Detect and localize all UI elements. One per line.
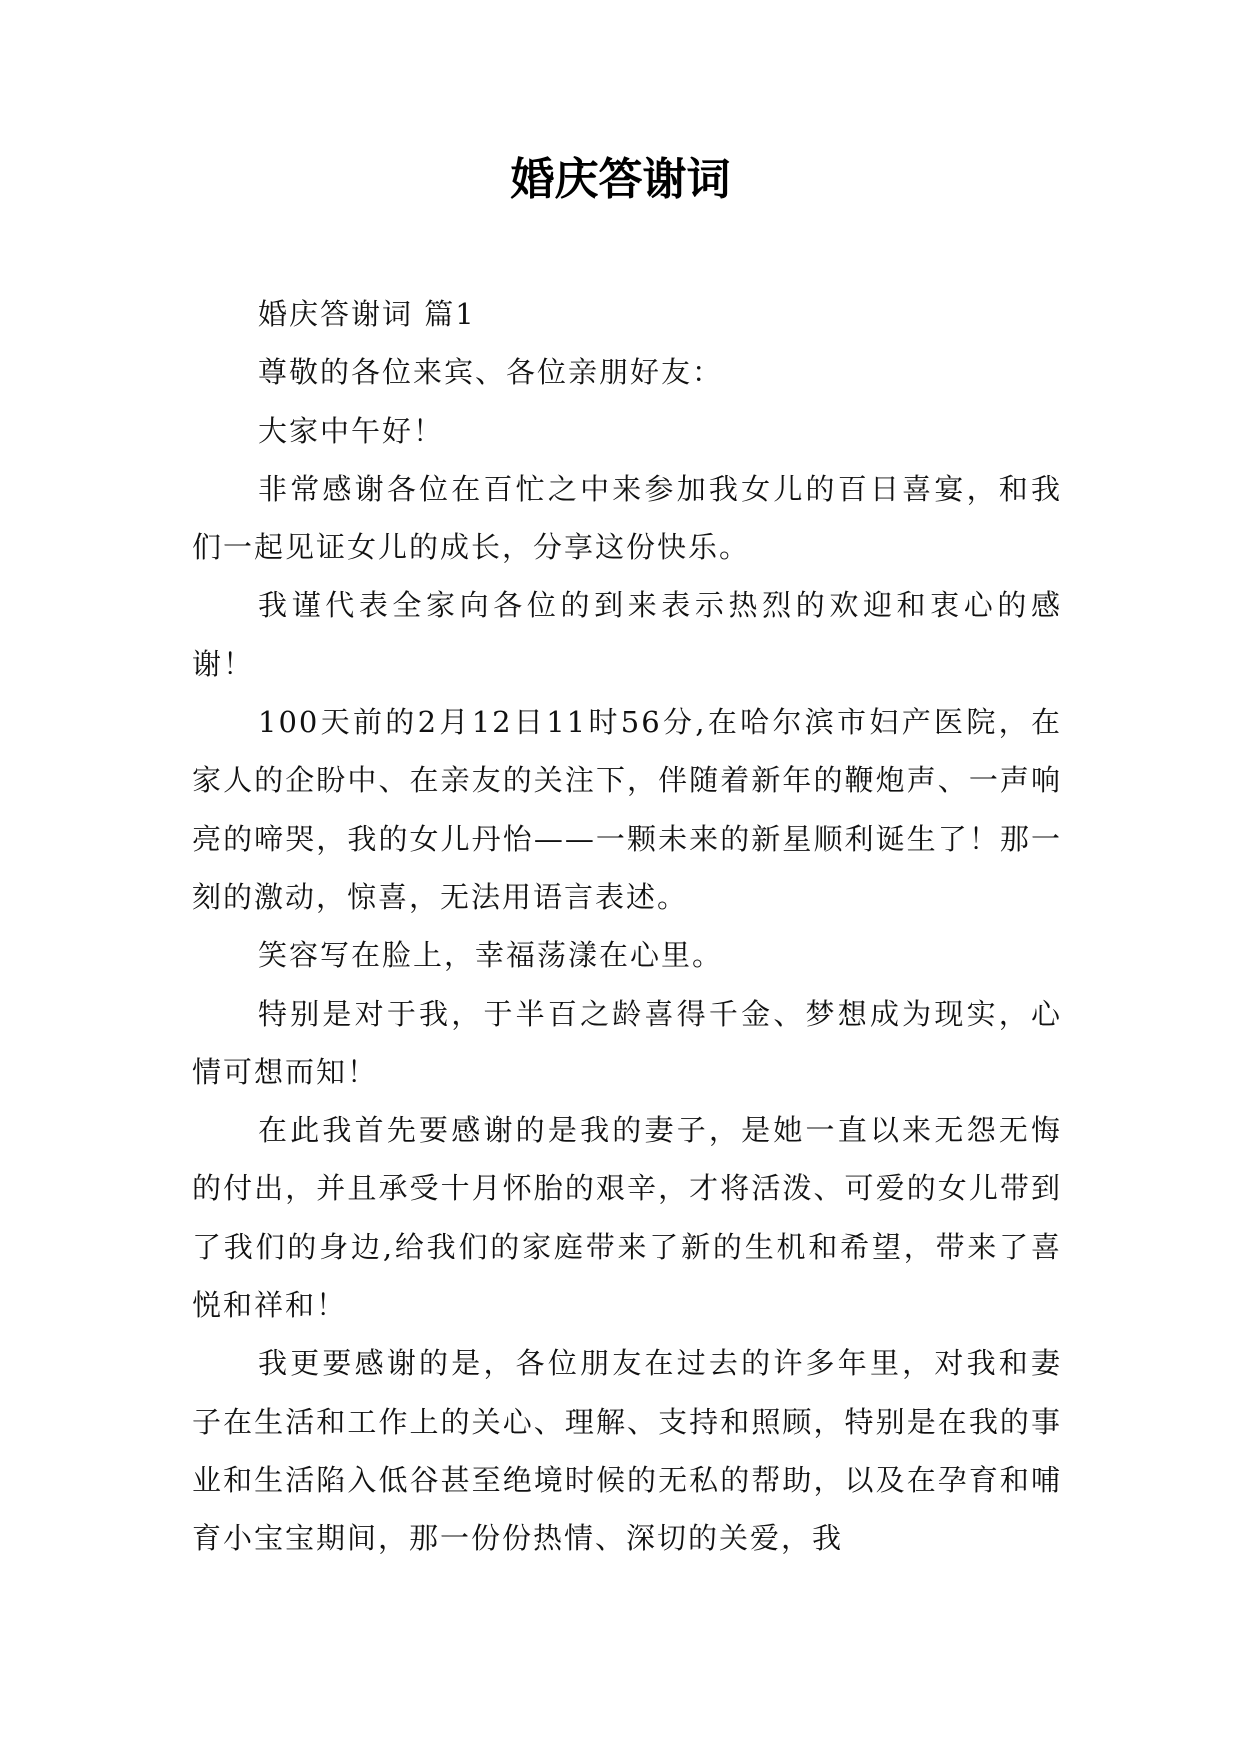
paragraph: 我谨代表全家向各位的到来表示热烈的欢迎和衷心的感谢！ [192,588,1062,681]
section-heading: 婚庆答谢词 篇1 [258,297,476,331]
greeting: 大家中午好！ [258,413,445,448]
salutation: 尊敬的各位来宾、各位亲朋好友： [258,355,724,390]
paragraph: 在此我首先要感谢的是我的妻子，是她一直以来无怨无悔的付出，并且承受十月怀胎的艰辛，才将活泼、可爱的女儿带到了我们的身边,给我们的家庭带来了新的生机和希望，带来了喜悦和祥和！ [192,1113,1062,1323]
paragraph: 笑容写在脸上，幸福荡漾在心里。 [258,938,724,973]
paragraph: 我更要感谢的是，各位朋友在过去的许多年里，对我和妻子在生活和工作上的关心、理解、支持和照顾，特别是在我的事业和生活陷入低谷甚至绝境时候的无私的帮助，以及在孕育和哺育小宝宝期间，那一份份热情、深切的关爱，我 [192,1346,1062,1556]
paragraph: 非常感谢各位在百忙之中来参加我女儿的百日喜宴，和我们一起见证女儿的成长，分享这份快乐。 [192,471,1062,565]
paragraph: 100天前的2月12日11时56分,在哈尔滨市妇产医院，在家人的企盼中、在亲友的关注下，伴随着新年的鞭炮声、一声响亮的啼哭，我的女儿丹怡——一颗未来的新星顺利诞生了！那一刻的激动，惊喜，无法用语言表述。 [192,705,1062,914]
document-body [192,285,1062,1568]
document-title: 婚庆答谢词 [510,154,731,205]
paragraph: 特别是对于我，于半百之龄喜得千金、梦想成为现实，心情可想而知！ [192,996,1062,1089]
